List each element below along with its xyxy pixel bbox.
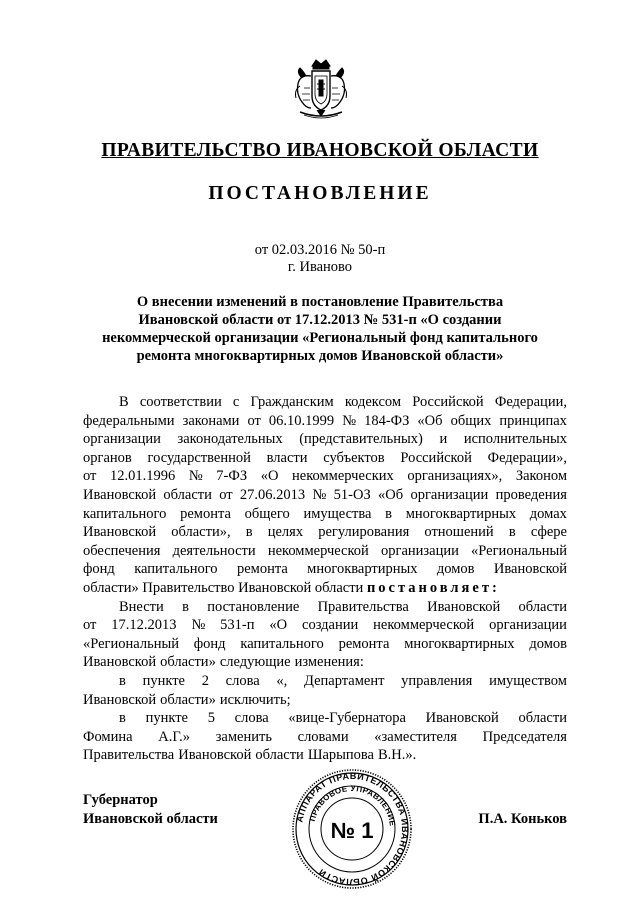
body-word: фонд	[83, 561, 115, 578]
body-line	[83, 523, 567, 542]
body-word: капитального	[240, 635, 324, 652]
body-word: имуществом	[489, 672, 567, 689]
body-word: сфере	[530, 524, 567, 541]
subject-line: О внесении изменений в постановление Правительства	[136, 294, 504, 310]
body-word: органов	[83, 449, 132, 466]
body-word: слова	[225, 672, 260, 689]
body-word: «Об	[417, 412, 443, 429]
body-line	[83, 486, 567, 505]
body-line	[83, 746, 567, 765]
body-word: области	[518, 710, 567, 727]
seal-number: № 1	[330, 818, 374, 843]
body-word: 5	[207, 710, 215, 727]
body-word: Федерации,	[494, 394, 567, 410]
body-word: многоквартирных	[404, 635, 515, 652]
body-word: от	[219, 486, 233, 503]
body-word: Внести	[119, 598, 164, 615]
body-line	[83, 393, 567, 412]
body-line	[83, 412, 567, 431]
body-line	[83, 728, 567, 747]
body-word: исполнительных	[463, 431, 567, 448]
body-word: «,	[276, 672, 288, 689]
body-line	[83, 598, 567, 617]
body-word: постановление	[207, 598, 300, 615]
body-word: принципах	[499, 412, 567, 429]
body-word: организации	[410, 486, 489, 503]
signatory-title-line: Губернатор	[83, 792, 158, 808]
body-word: капитального	[83, 505, 167, 522]
body-word: словами	[297, 728, 349, 745]
document-subject	[0, 293, 640, 365]
body-word: Законом	[515, 468, 567, 485]
body-line: области» Правительство Ивановской области	[83, 579, 364, 596]
body-word: области	[163, 486, 212, 503]
body-word: 06.10.1999	[268, 412, 335, 429]
body-word: исключить;	[219, 691, 291, 708]
body-word: в	[119, 710, 126, 727]
body-line	[83, 635, 567, 654]
body-word: Фомина	[83, 728, 133, 745]
body-word: организации	[381, 542, 459, 559]
decree-word: постановляет:	[366, 579, 500, 596]
body-line	[83, 691, 567, 710]
body-word: домов	[529, 635, 567, 652]
body-line	[83, 505, 567, 524]
document-city: г. Иваново	[287, 259, 353, 275]
body-word: в	[119, 672, 126, 689]
body-word: деятельности	[172, 542, 256, 559]
body-word: 184-ФЗ	[364, 412, 410, 429]
body-word: «вице-Губернатора	[288, 710, 406, 727]
body-word: создании	[302, 617, 359, 634]
body-word: некоммерческой	[373, 617, 475, 634]
body-word: домах	[529, 505, 567, 522]
body-word: некоммерческой	[267, 542, 369, 559]
body-word: «заместителя	[374, 728, 457, 745]
body-line	[83, 672, 567, 691]
body-word: общих	[450, 412, 492, 429]
body-word: слова	[234, 710, 269, 727]
body-word: Ивановской	[493, 561, 567, 578]
seal-inner-text: ПРАВОВОЕ УПРАВЛЕНИЕ	[307, 783, 397, 827]
body-word: многоквартирных	[405, 505, 517, 522]
body-word: В.Н.».	[377, 747, 417, 764]
body-word: регулирования	[318, 524, 410, 541]
body-word: пункте	[145, 710, 188, 727]
signatory-name: П.А. Коньков	[478, 811, 567, 827]
document-date-number: от 02.03.2016 № 50-п	[254, 242, 386, 258]
body-word: «О	[260, 468, 279, 485]
body-word: «Об	[378, 486, 404, 503]
body-word: ремонта	[180, 505, 231, 522]
body-word: от	[247, 412, 261, 429]
body-word: 17.12.2013	[111, 617, 177, 634]
subject-line: ремонта многоквартирных домов Ивановской области»	[136, 348, 504, 364]
body-word: В	[119, 394, 129, 410]
body-word: домов	[436, 561, 475, 578]
body-line	[83, 653, 567, 672]
body-word: Правительства	[83, 747, 175, 764]
body-word: 12.01.1996	[110, 468, 176, 485]
body-word: Ивановской	[178, 747, 252, 764]
body-word: власти	[266, 449, 308, 466]
body-word: общего	[244, 505, 290, 522]
body-word: федеральными	[83, 412, 175, 429]
body-word: организации	[83, 431, 161, 448]
body-word: Ивановской	[425, 710, 499, 727]
body-word: государственной	[147, 449, 251, 466]
body-word: в	[508, 524, 516, 541]
body-word: соответствии	[139, 394, 222, 410]
body-word: многоквартирных	[307, 561, 418, 578]
body-word: отношений	[424, 524, 494, 541]
body-word: в	[385, 505, 393, 522]
body-word: законодательных	[177, 431, 283, 448]
body-word: пункте	[142, 672, 185, 689]
signatory-title-line: Ивановской области	[83, 810, 218, 827]
body-word: 51-ОЗ	[333, 486, 371, 503]
body-word: обеспечения	[83, 542, 161, 559]
body-word: Департамент	[304, 672, 385, 689]
body-word: организации	[489, 617, 567, 634]
body-word: Ивановской	[83, 486, 157, 503]
body-word: от	[83, 617, 97, 634]
body-word: целях	[267, 524, 304, 541]
body-word: с	[232, 394, 240, 410]
body-word: Федерации»,	[487, 449, 567, 466]
body-line-decree	[83, 579, 567, 598]
body-word: проведения	[495, 486, 567, 503]
official-seal-icon	[291, 768, 413, 890]
coat-of-arms-icon	[290, 58, 352, 122]
body-word: 2	[201, 672, 209, 689]
body-word: следующие	[219, 654, 291, 671]
body-word: 7-ФЗ	[216, 468, 248, 485]
body-word: №	[191, 617, 206, 634]
body-word: Российской	[400, 449, 472, 466]
body-word: Российской	[412, 394, 484, 410]
body-word: заменить	[215, 728, 272, 745]
document-type: ПОСТАНОВЛЕНИЕ	[208, 183, 432, 204]
body-word: Ивановской	[427, 598, 501, 615]
body-word: Шарыпова	[307, 747, 374, 764]
body-word: области»	[160, 691, 216, 708]
body-word: капитального	[134, 561, 218, 578]
body-word: Председателя	[482, 728, 567, 745]
body-word: «Региональный	[471, 542, 567, 559]
body-word: организациях»,	[407, 468, 503, 485]
body-word: «О	[269, 617, 288, 634]
body-word: субъектов	[323, 449, 385, 466]
body-word: №	[342, 412, 357, 429]
body-word: изменения:	[294, 654, 364, 671]
body-line	[83, 430, 567, 449]
subject-line: некоммерческой организации «Региональный фонд капитального	[102, 330, 538, 346]
body-word: области»,	[171, 524, 231, 541]
body-word: и	[439, 431, 448, 448]
body-line	[83, 709, 567, 728]
body-word: 27.06.2013	[239, 486, 306, 503]
body-word: №	[312, 486, 327, 503]
document-body	[83, 393, 567, 765]
body-word: А.Г.»	[158, 728, 190, 745]
body-word: 531-п	[220, 617, 255, 634]
signatory-title	[83, 791, 218, 828]
body-line	[83, 542, 567, 561]
body-word: Ивановской	[83, 524, 157, 541]
body-line	[83, 449, 567, 468]
body-word: фонд	[193, 635, 226, 652]
subject-line: Ивановской области от 17.12.2013 № 531-п «О создании	[138, 312, 502, 328]
body-line	[83, 560, 567, 579]
body-word: (представительных)	[299, 431, 423, 448]
body-word: от	[83, 468, 97, 485]
seal-outer-text: АППАРАТ ПРАВИТЕЛЬСТВА ИВАНОВСКОЙ ОБЛАСТИ	[294, 770, 411, 888]
body-word: управления	[401, 672, 473, 689]
body-line	[83, 467, 567, 486]
body-word: в	[245, 524, 253, 541]
body-word: законами	[182, 412, 240, 429]
body-word: «Региональный	[83, 635, 179, 652]
body-word: Ивановской	[83, 691, 157, 708]
body-word: кодексом	[344, 394, 402, 410]
organization-title: ПРАВИТЕЛЬСТВО ИВАНОВСКОЙ ОБЛАСТИ	[101, 140, 539, 161]
body-word: Правительства	[317, 598, 409, 615]
body-line	[83, 616, 567, 635]
body-word: имущества	[303, 505, 372, 522]
body-word: в	[182, 598, 189, 615]
body-word: №	[188, 468, 203, 485]
body-word: области	[255, 747, 304, 764]
body-word: области»	[160, 654, 216, 671]
body-word: некоммерческих	[292, 468, 394, 485]
body-word: Гражданским	[250, 394, 334, 410]
body-word: области	[518, 598, 567, 615]
body-word: Ивановской	[83, 654, 157, 671]
body-word: ремонта	[338, 635, 390, 652]
body-word: ремонта	[236, 561, 288, 578]
